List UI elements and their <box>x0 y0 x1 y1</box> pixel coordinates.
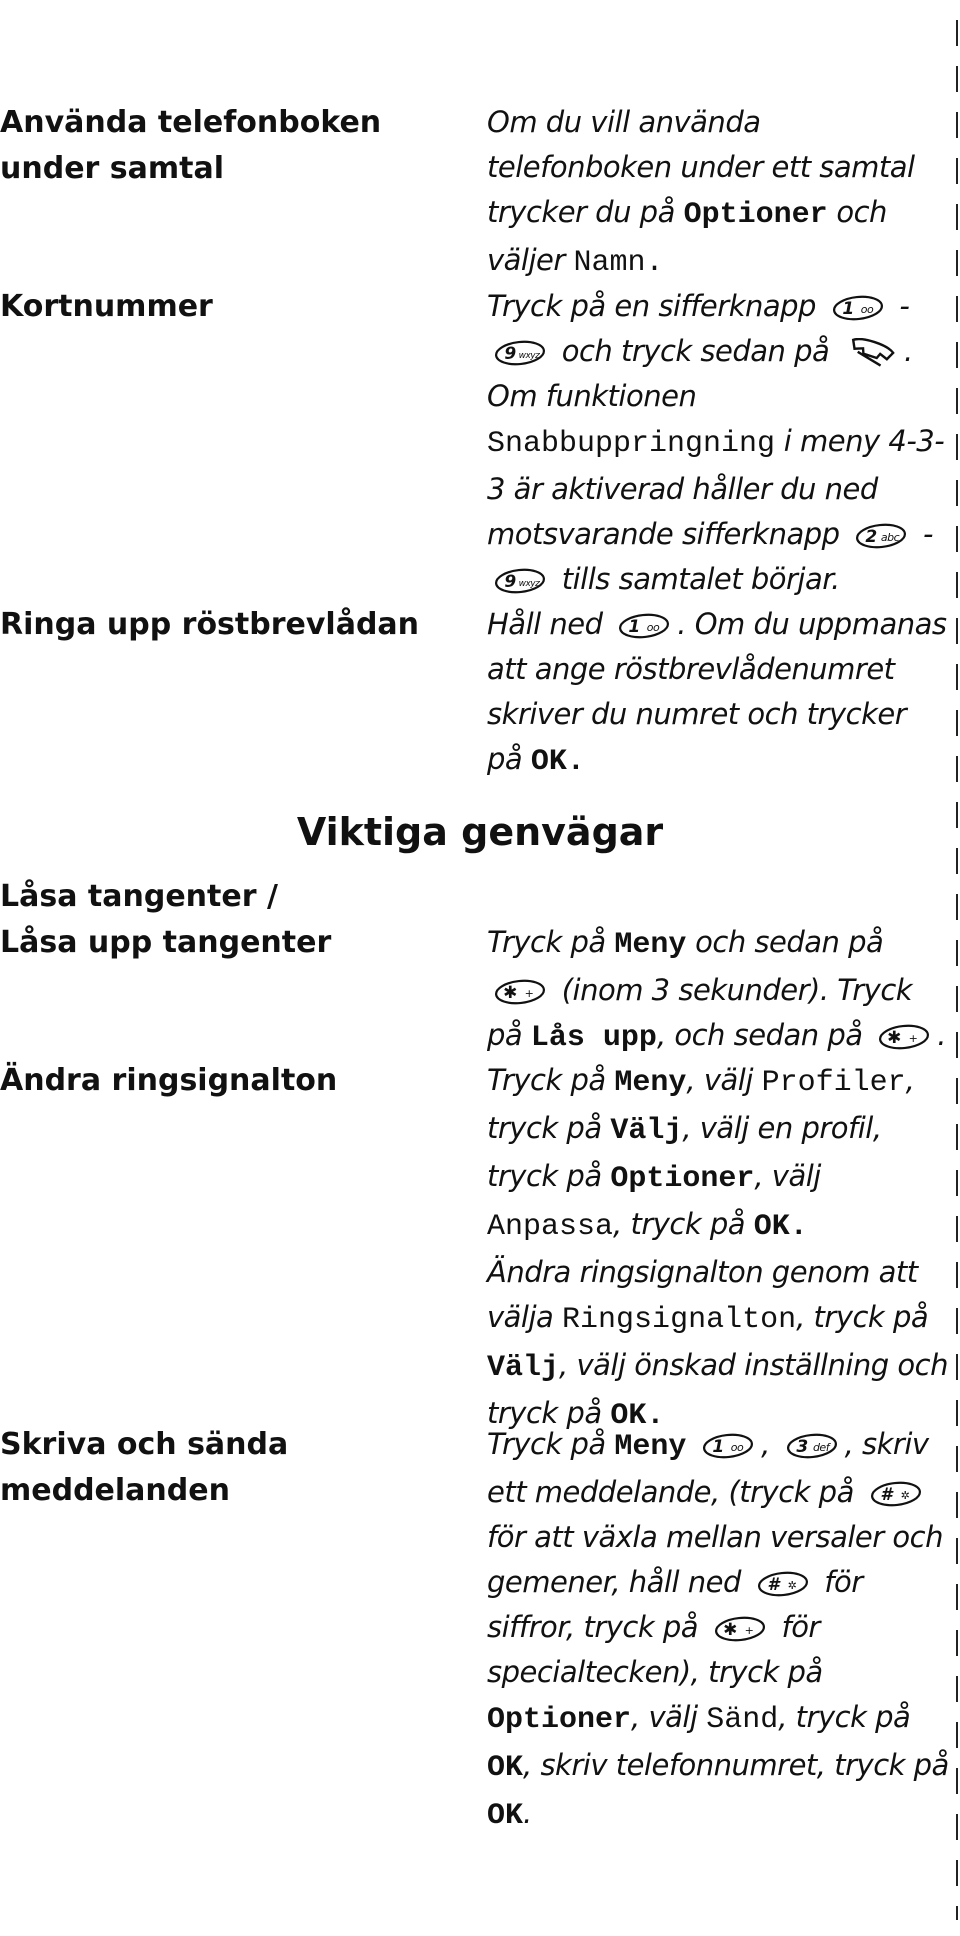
svg-text:✱: ✱ <box>503 983 517 1003</box>
svg-text:3: 3 <box>795 1437 808 1457</box>
svg-text:9: 9 <box>504 572 516 592</box>
instruction-text: , tryck på <box>613 1207 754 1241</box>
softkey-name: OK. <box>530 745 585 779</box>
instruction-text: Om du vill använda telefonboken under ett samtal trycker du på <box>487 105 915 229</box>
svg-text:oo: oo <box>860 303 873 316</box>
instruction-text: och väljer <box>487 195 887 277</box>
instruction-text <box>686 1427 695 1461</box>
key-star-icon <box>877 1022 931 1052</box>
instruction-text: , välj en profil, tryck på <box>487 1111 882 1193</box>
svg-text:✲: ✲ <box>787 1579 796 1592</box>
label-line: Ändra ringsignalton <box>0 1063 338 1098</box>
entry-label <box>0 1422 480 1514</box>
instruction-text: , tryck på <box>487 1063 915 1145</box>
svg-text:+: + <box>744 1624 754 1637</box>
entry-description <box>487 920 949 1061</box>
svg-text:wxyz: wxyz <box>518 351 540 361</box>
description-paragraph <box>487 920 949 1061</box>
instruction-text: i meny 4-3-3 är aktiverad håller du ned motsvarande sifferknapp <box>487 424 945 551</box>
svg-text:abc: abc <box>881 531 900 544</box>
softkey-name: Optioner <box>487 1703 632 1737</box>
description-paragraph <box>487 1422 949 1839</box>
menu-option-name: Snabbuppringning <box>487 427 776 461</box>
label-line: Låsa upp tangenter <box>0 925 332 960</box>
instruction-text: . <box>937 1018 947 1052</box>
description-paragraph <box>487 1058 949 1250</box>
label-line: Skriva och sända meddelanden <box>0 1427 289 1508</box>
key-1-voicemail-icon <box>617 611 671 641</box>
entry-description <box>487 602 949 785</box>
svg-text:+: + <box>524 987 534 1000</box>
svg-text:1: 1 <box>712 1437 724 1457</box>
svg-text:1: 1 <box>628 617 640 637</box>
key-1-voicemail-icon <box>831 293 885 323</box>
softkey-name: Meny <box>614 1066 687 1100</box>
svg-text:#: # <box>766 1575 779 1595</box>
instruction-text: , tryck på <box>778 1700 911 1734</box>
description-paragraph <box>487 100 949 286</box>
instruction-text: Håll ned <box>487 607 612 641</box>
instruction-text: för att växla mellan versaler och gemener, håll ned <box>487 1520 943 1599</box>
label-line: under samtal <box>0 151 225 186</box>
entry-label <box>0 284 480 330</box>
key-1-voicemail-icon <box>701 1431 755 1461</box>
description-paragraph <box>487 284 949 374</box>
instruction-text: för siffror, tryck på <box>487 1565 863 1644</box>
instruction-text: . <box>523 1796 532 1830</box>
cut-line <box>956 20 958 1920</box>
instruction-text: , välj <box>686 1063 762 1097</box>
softkey-name: Välj <box>487 1351 560 1385</box>
entry-description <box>487 1058 949 1439</box>
instruction-text: , skriv telefonnumret, tryck på <box>523 1748 949 1782</box>
svg-text:oo: oo <box>647 621 660 634</box>
key-star-icon <box>713 1614 767 1644</box>
instruction-text: Tryck på en sifferknapp <box>487 289 825 323</box>
instruction-text: och tryck sedan på <box>553 334 839 368</box>
label-line: Ringa upp röstbrevlådan <box>0 607 420 642</box>
instruction-text: Om funktionen <box>487 379 697 413</box>
svg-text:2: 2 <box>865 527 877 547</box>
menu-option-name: Profiler <box>761 1066 906 1100</box>
label-line: Låsa tangenter / <box>0 879 278 914</box>
entry-description <box>487 1422 949 1839</box>
svg-text:✱: ✱ <box>887 1028 902 1048</box>
menu-option-name: Namn. <box>573 246 664 280</box>
softkey-name: Meny <box>614 928 687 962</box>
instruction-text: , skriv ett meddelande, (tryck på <box>487 1427 929 1509</box>
instruction-text: , och sedan på <box>656 1018 872 1052</box>
instruction-text: Tryck på <box>487 925 615 959</box>
description-paragraph <box>487 602 949 785</box>
label-line: Kortnummer <box>0 289 213 324</box>
instruction-text: , välj <box>754 1159 821 1193</box>
softkey-name: Optioner <box>610 1162 755 1196</box>
softkey-name: OK <box>487 1799 524 1833</box>
instruction-text: - <box>914 517 933 551</box>
key-star-icon <box>493 977 547 1007</box>
key-hash-icon <box>869 1479 923 1509</box>
instruction-text: - <box>890 289 910 323</box>
softkey-name: OK. <box>610 1399 665 1433</box>
svg-text:+: + <box>908 1032 918 1045</box>
svg-text:oo: oo <box>730 1441 744 1454</box>
instruction-text: Tryck på <box>487 1063 615 1097</box>
instruction-text: , välj <box>631 1700 707 1734</box>
instruction-text: för specialtecken), tryck på <box>487 1610 823 1689</box>
instruction-text: . <box>904 334 913 368</box>
menu-option-name: Sänd <box>706 1703 779 1737</box>
section-heading: Viktiga genvägar <box>296 810 664 854</box>
entry-description <box>487 100 949 286</box>
svg-text:9: 9 <box>504 344 516 364</box>
instruction-text: . Om du uppmanas att ange röstbrevlådenumret skriver du numret och trycker på <box>487 607 947 776</box>
softkey-name: OK <box>487 1751 524 1785</box>
softkey-name: OK. <box>753 1210 808 1244</box>
instruction-text: Tryck på <box>487 1427 615 1461</box>
description-paragraph <box>487 1250 949 1439</box>
instruction-text: Ändra ringsignalton genom att välja <box>487 1255 918 1334</box>
softkey-name: Meny <box>614 1430 687 1464</box>
svg-text:✲: ✲ <box>900 1489 909 1502</box>
instruction-text: och sedan på <box>686 925 884 959</box>
svg-text:1: 1 <box>842 299 854 319</box>
key-hash-icon <box>756 1569 810 1599</box>
svg-text:#: # <box>879 1485 892 1505</box>
key-2-abc-icon <box>854 521 908 551</box>
svg-text:✱: ✱ <box>722 1620 737 1640</box>
call-key-icon <box>844 338 898 368</box>
instruction-text: (inom 3 sekunder). Tryck på <box>487 973 913 1052</box>
svg-text:wxyz: wxyz <box>518 579 540 589</box>
softkey-name: Lås upp <box>530 1021 657 1055</box>
entry-label <box>0 602 480 648</box>
instruction-text: , <box>761 1427 779 1461</box>
entry-label <box>0 1058 480 1104</box>
menu-option-name: Anpassa <box>487 1210 614 1244</box>
menu-option-name: Ringsignalton <box>562 1303 797 1337</box>
instruction-text: , tryck på <box>796 1300 929 1334</box>
entry-description <box>487 284 949 602</box>
label-line: Använda telefonboken <box>0 105 382 140</box>
softkey-name: Välj <box>610 1114 683 1148</box>
entry-label <box>0 874 480 966</box>
svg-text:def: def <box>812 1441 829 1454</box>
key-3-def-icon <box>785 1431 839 1461</box>
softkey-name: Optioner <box>683 198 828 232</box>
instruction-text: tills samtalet börjar. <box>553 562 840 596</box>
key-9-wxyz-icon <box>493 338 547 368</box>
description-paragraph <box>487 374 949 602</box>
key-9-wxyz-icon <box>493 566 547 596</box>
instruction-text: , välj önskad inställning och tryck på <box>487 1348 948 1430</box>
entry-label <box>0 100 480 192</box>
